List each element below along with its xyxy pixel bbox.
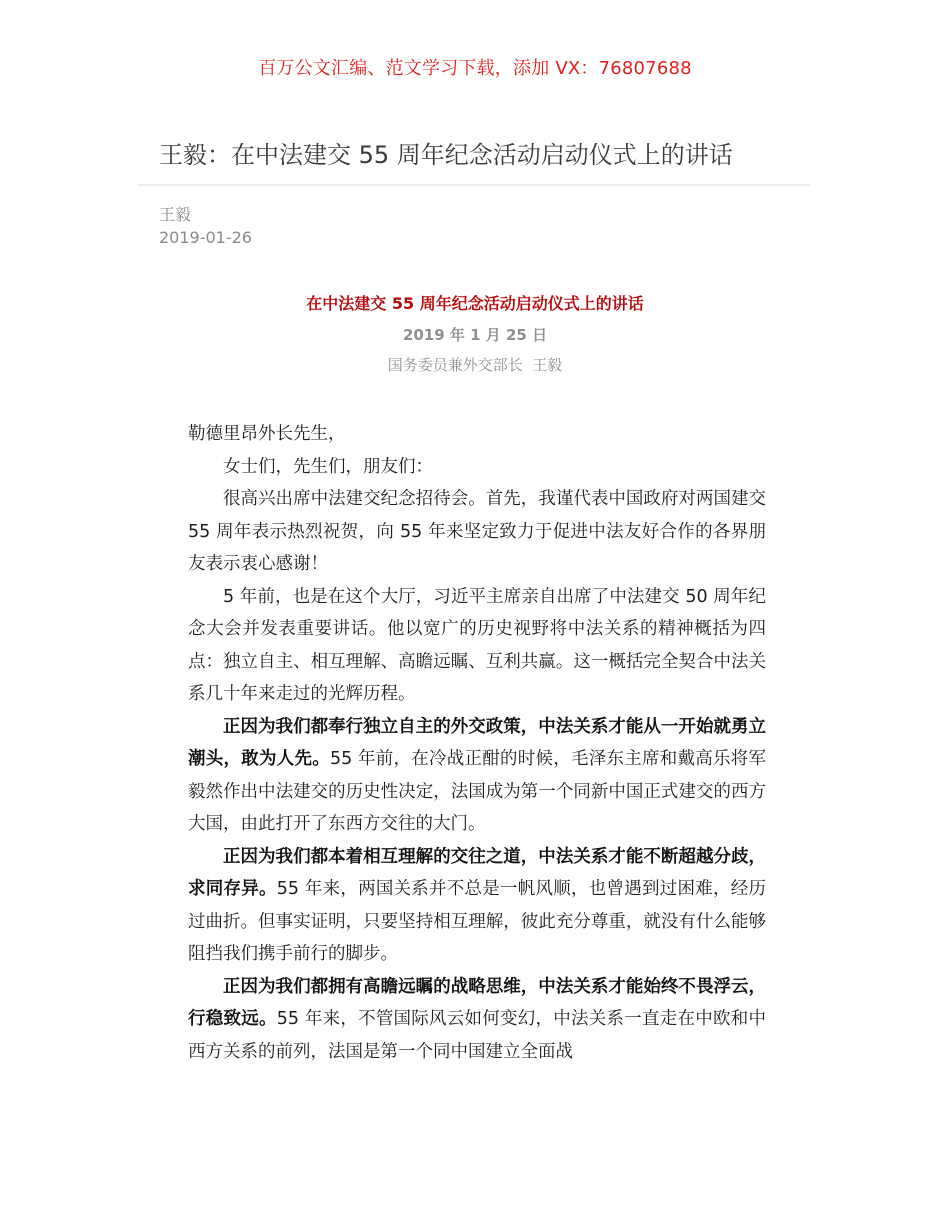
body-paragraph — [188, 581, 766, 711]
speech-date: 2019 年 1 月 25 日 — [402, 326, 548, 344]
body-paragraph — [188, 711, 766, 841]
title-divider — [138, 184, 810, 186]
salutation: 勒德里昂外长先生， — [188, 424, 346, 444]
speech-body — [188, 418, 766, 1068]
paragraph-text: 5 年前，也是在这个大厅，习近平主席亲自出席了中法建交 50 周年纪念大会并发表重要讲话。他以宽广的历史视野将中法关系的精神概括为四点：独立自主、相互理解、高瞻远瞩、互利共赢。这一概括完全契合中法关系几十年来走过的光辉历程。 — [188, 586, 766, 704]
speech-speaker: 国务委员兼外交部长 王毅 — [387, 356, 563, 374]
body-paragraph — [188, 451, 766, 484]
paragraph-lead: 正因为我们都奉行独立自主的外交政策，中法关系才能从一开始就勇立潮头，敢为人先。 — [188, 716, 766, 769]
article-meta — [159, 203, 252, 249]
paragraph-lead: 正因为我们都拥有高瞻远瞩的战略思维，中法关系才能始终不畏浮云，行稳致远。 — [188, 976, 766, 1029]
body-paragraph — [188, 841, 766, 971]
article-date: 2019-01-26 — [159, 228, 252, 247]
speech-header — [0, 292, 950, 376]
paragraph-text: 很高兴出席中法建交纪念招待会。首先，我谨代表中国政府对两国建交 55 周年表示热烈祝贺，向 55 年来坚定致力于促进中法友好合作的各界朋友表示衷心感谢！ — [188, 489, 766, 574]
paragraph-text: 55 年前，在冷战正酣的时候，毛泽东主席和戴高乐将军毅然作出中法建交的历史性决定，法国成为第一个同新中国正式建交的西方大国，由此打开了东西方交往的大门。 — [188, 749, 766, 834]
speech-title: 在中法建交 55 周年纪念活动启动仪式上的讲话 — [306, 294, 644, 313]
paragraph-text: 55 年来，不管国际风云如何变幻，中法关系一直走在中欧和中西方关系的前列，法国是第一个同中国建立全面战 — [188, 1009, 767, 1062]
paragraph-text: 女士们，先生们，朋友们： — [223, 456, 433, 477]
body-paragraph — [188, 971, 766, 1069]
article-author: 王毅 — [159, 205, 192, 224]
body-paragraph — [188, 483, 766, 581]
paragraph-text: 55 年来，两国关系并不总是一帆风顺，也曾遇到过困难，经历过曲折。但事实证明，只要坚持相互理解，彼此充分尊重，就没有什么能够阻挡我们携手前行的脚步。 — [188, 879, 767, 964]
promo-banner: 百万公文汇编、范文学习下载，添加 VX：76807688 — [258, 58, 692, 79]
paragraph-lead: 正因为我们都本着相互理解的交往之道，中法关系才能不断超越分歧，求同存异。 — [188, 846, 766, 899]
article-title: 王毅：在中法建交 55 周年纪念活动启动仪式上的讲话 — [159, 141, 733, 169]
